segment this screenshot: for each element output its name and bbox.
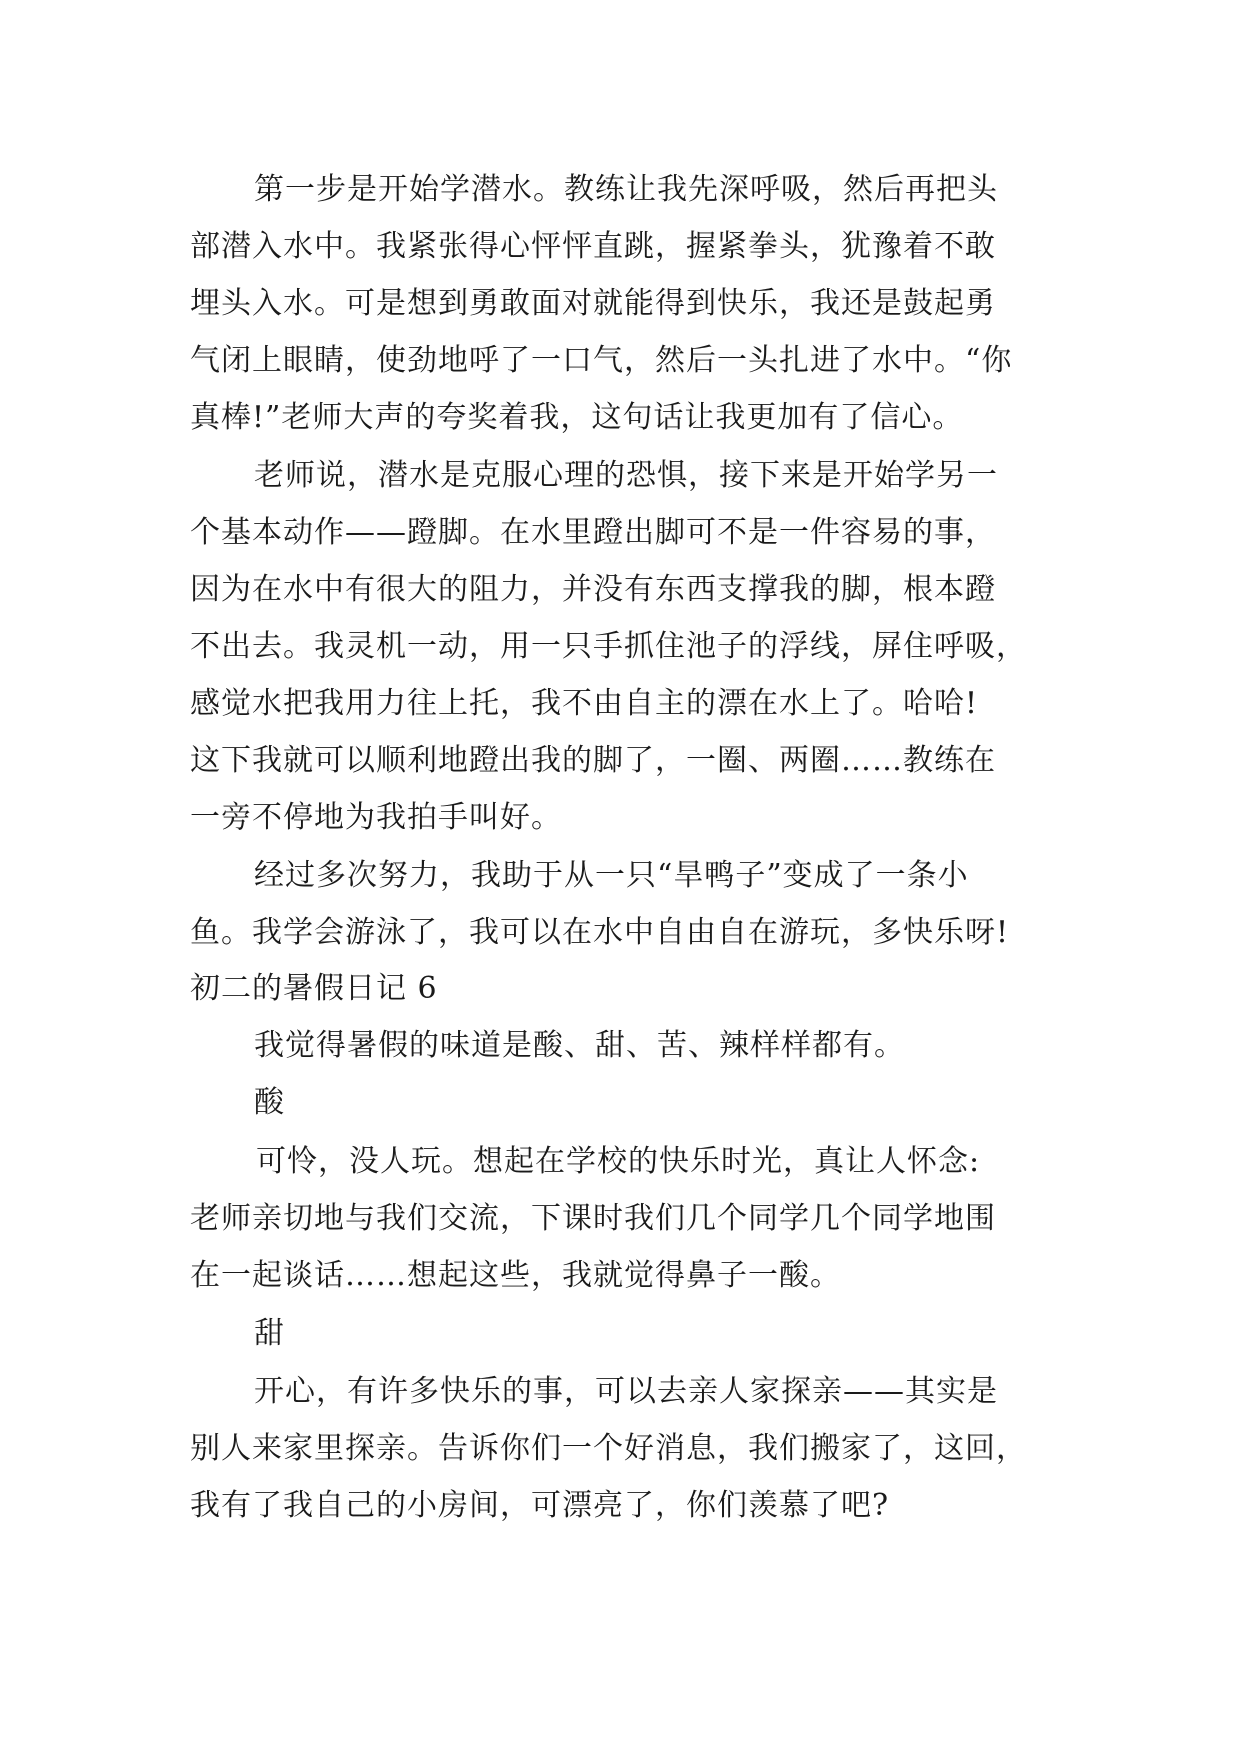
text-line: 经过多次努力，我助于从一只“旱鸭子”变成了一条小 xyxy=(254,858,969,893)
text-line: 一旁不停地为我拍手叫好。 xyxy=(190,800,562,835)
text-line: 老师说，潜水是克服心理的恐惧，接下来是开始学另一 xyxy=(254,458,998,493)
text-line: 这下我就可以顺利地蹬出我的脚了，一圈、两圈……教练在 xyxy=(190,743,996,778)
text-line: 第一步是开始学潜水。教练让我先深呼吸，然后再把头 xyxy=(254,172,998,207)
text-line: 感觉水把我用力往上托，我不由自主的漂在水上了。哈哈! xyxy=(190,686,979,721)
text-line: 别人来家里探亲。告诉你们一个好消息，我们搬家了，这回， xyxy=(190,1431,1027,1466)
text-line: 部潜入水中。我紧张得心怦怦直跳，握紧拳头，犹豫着不敢 xyxy=(190,229,996,264)
text-line: 气闭上眼睛，使劲地呼了一口气，然后一头扎进了水中。“你 xyxy=(190,343,1013,378)
text-line: 老师亲切地与我们交流，下课时我们几个同学几个同学地围 xyxy=(190,1201,996,1236)
sour-heading: 酸 xyxy=(254,1085,285,1120)
text-line: 在一起谈话……想起这些，我就觉得鼻子一酸。 xyxy=(190,1258,841,1293)
text-line: 鱼。我学会游泳了，我可以在水中自由自在游玩，多快乐呀! xyxy=(190,915,1010,950)
intro-line: 我觉得暑假的味道是酸、甜、苦、辣样样都有。 xyxy=(254,1028,905,1063)
text-line: 埋头入水。可是想到勇敢面对就能得到快乐，我还是鼓起勇 xyxy=(190,286,996,321)
text-line: 个基本动作——蹬脚。在水里蹬出脚可不是一件容易的事， xyxy=(190,515,996,550)
section-title: 初二的暑假日记 6 xyxy=(190,971,438,1006)
text-line: 真棒!”老师大声的夸奖着我，这句话让我更加有了信心。 xyxy=(190,400,964,435)
text-line: 可怜，没人玩。想起在学校的快乐时光，真让人怀念: xyxy=(256,1144,981,1179)
text-line: 我有了我自己的小房间，可漂亮了，你们羡慕了吧? xyxy=(190,1488,890,1523)
text-line: 因为在水中有很大的阻力，并没有东西支撑我的脚，根本蹬 xyxy=(190,572,996,607)
sweet-heading: 甜 xyxy=(254,1316,285,1351)
text-line: 开心，有许多快乐的事，可以去亲人家探亲——其实是 xyxy=(254,1374,998,1409)
text-line: 不出去。我灵机一动，用一只手抓住池子的浮线，屏住呼吸， xyxy=(190,629,1027,664)
